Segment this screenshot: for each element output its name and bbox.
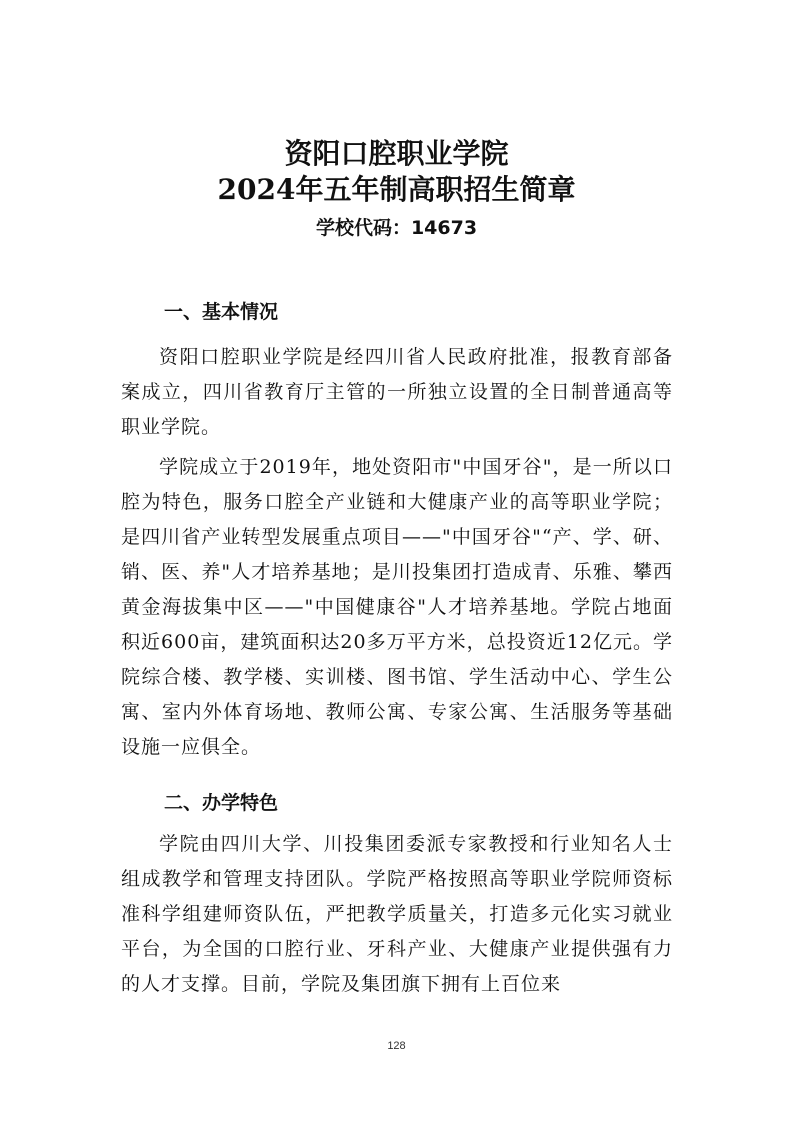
page-number: 128 [387,1040,406,1052]
section-heading-basic-info: 一、基本情况 [164,301,279,323]
paragraph: 学院成立于2019年，地处资阳市"中国牙谷"，是一所以口腔为特色，服务口腔全产业链和大健康产业的高等职业学院；是四川省产业转型发展重点项目——"中国牙谷"“产、学、研、销、医、养"人才培养基地；是川投集团打造成青、乐雅、攀西黄金海拔集中区——"中国健康谷"人才培养基地。学院占地面积近600亩，建筑面积达20多万平方米，总投资近12亿元。学院综合楼、教学楼、实训楼、图书馆、学生活动中心、学生公寓、室内外体育场地、教师公寓、专家公寓、生活服务等基础设施一应俱全。 [121,456,673,758]
school-code: 学校代码：14673 [315,217,478,239]
paragraph: 学院由四川大学、川投集团委派专家教授和行业知名人士组成教学和管理支持团队。学院严格按照高等职业学院师资标准科学组建师资队伍，严把教学质量关，打造多元化实习就业平台，为全国的口腔行业、牙科产业、大健康产业提供强有力的人才支撑。目前，学院及集团旗下拥有上百位来 [121,833,673,995]
paragraph: 资阳口腔职业学院是经四川省人民政府批准，报教育部备案成立，四川省教育厅主管的一所独立设置的全日制普通高等职业学院。 [121,346,673,438]
document-title-line-1: 资阳口腔职业学院 [284,137,509,170]
document-title-line-2: 2024年五年制高职招生简章 [217,173,576,206]
section-heading-features: 二、办学特色 [164,792,279,814]
